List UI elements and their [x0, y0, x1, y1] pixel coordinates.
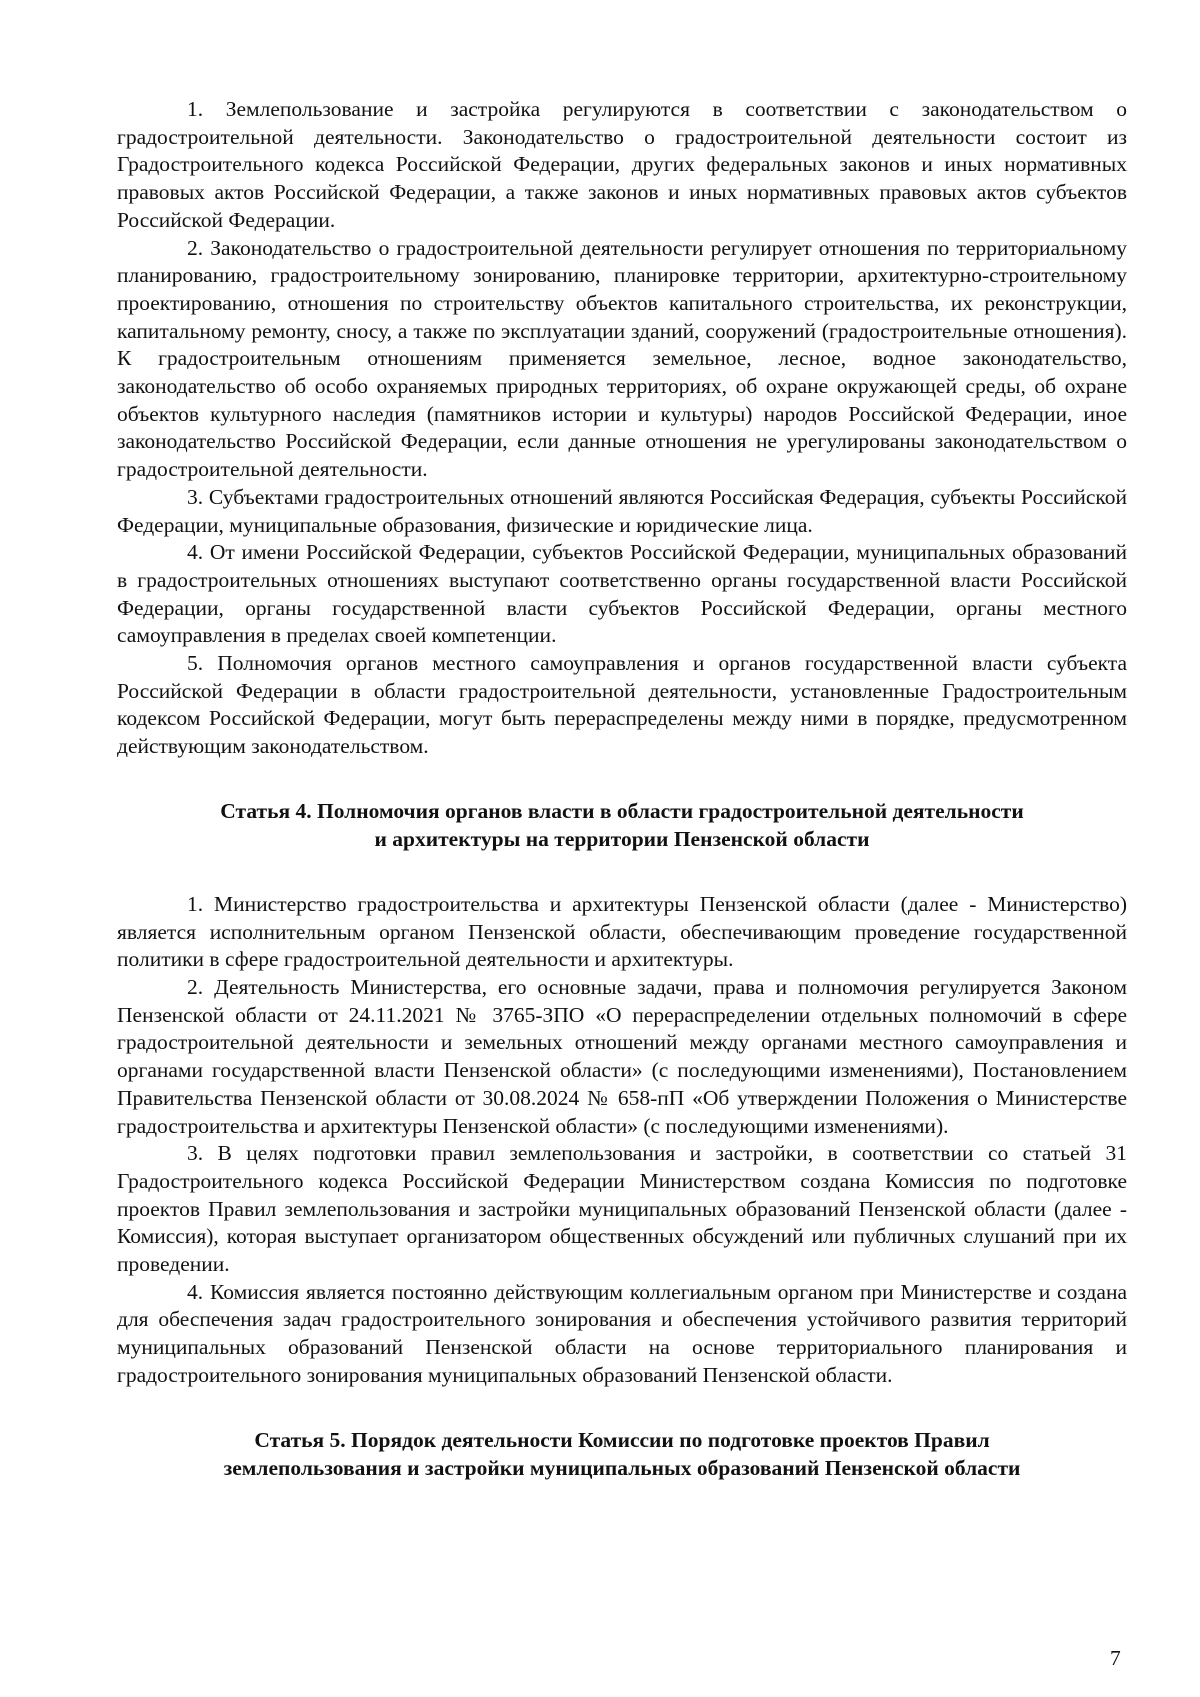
article-4-paragraph-2: 2. Деятельность Министерства, его основные задачи, права и полномочия регулируется Законом Пензенской области от 24.11.2021 № 3765-ЗПО «О перераспределении отдельных полномочий в сфере градостроительной деятельности и земельных отношений между органами местного самоуправления и органами государственной власти Пензенской области» (с последующими изменениями), Постановлением Правительства Пензенской области от 30.08.2024 № 658-пП «Об утверждении Положения о Министерстве градостроительства и архитектуры Пензенской области» (с последующими изменениями).	[117, 974, 1127, 1138]
article-4-heading-line-2: и архитектуры на территории Пензенской области	[374, 826, 870, 851]
article-4-paragraph-3: 3. В целях подготовки правил землепользования и застройки, в соответствии со статьей 31 Градостроительного кодекса Российской Федерации Министерством создана Комиссия по подготовке проектов Правил землепользования и застройки муниципальных образований Пензенской области (далее - Комиссия), которая выступает организатором общественных обсуждений или публичных слушаний при их проведении.	[117, 1141, 1127, 1277]
paragraph-2: 2. Законодательство о градостроительной деятельности регулирует отношения по территориальному планированию, градостроительному зонированию, планировке территории, архитектурно-строительному проектированию, отношения по строительству объектов капитального строительства, их реконструкции, капитальному ремонту, сносу, а также по эксплуатации зданий, сооружений (градостроительные отношения). К градостроительным отношениям применяется земельное, лесное, водное законодательство, законодательство об особо охраняемых природных территориях, об охране окружающей среды, об охране объектов культурного наследия (памятников истории и культуры) народов Российской Федерации, иное законодательство Российской Федерации, если данные отношения не урегулированы законодательством о градостроительной деятельности.	[117, 235, 1127, 482]
page-number: 7	[1110, 1646, 1121, 1670]
paragraph-5: 5. Полномочия органов местного самоуправления и органов государственной власти субъекта Российской Федерации в области градостроительной деятельности, установленные Градостроительным кодексом Российской Федерации, могут быть перераспределены между ними в порядке, предусмотренном действующим законодательством.	[117, 651, 1127, 759]
article-4-heading-line-1: Статья 4. Полномочия органов власти в области градостроительной деятельности	[220, 798, 1024, 823]
paragraph-3: 3. Субъектами градостроительных отношений являются Российская Федерация, субъекты Российской Федерации, муниципальные образования, физические и юридические лица.	[117, 484, 1127, 537]
article-4-heading	[117, 797, 1127, 853]
page-content	[117, 96, 1127, 1520]
article-4-paragraph-4: 4. Комиссия является постоянно действующим коллегиальным органом при Министерстве и создана для обеспечения задач градостроительного зонирования и обеспечения устойчивого развития территорий муниципальных образований Пензенской области на основе территориального планирования и градостроительного зонирования муниципальных образований Пензенской области.	[117, 1279, 1127, 1387]
article-5-heading-line-1: Статья 5. Порядок деятельности Комиссии по подготовке проектов Правил	[254, 1427, 990, 1452]
paragraph-4: 4. От имени Российской Федерации, субъектов Российской Федерации, муниципальных образований в градостроительных отношениях выступают соответственно органы государственной власти Российской Федерации, органы государственной власти субъектов Российской Федерации, органы местного самоуправления в пределах своей компетенции.	[117, 540, 1127, 648]
paragraph-1: 1. Землепользование и застройка регулируются в соответствии с законодательством о градостроительной деятельности. Законодательство о градостроительной деятельности состоит из Градостроительного кодекса Российской Федерации, других федеральных законов и иных нормативных правовых актов Российской Федерации, а также законов и иных нормативных правовых актов субъектов Российской Федерации.	[117, 97, 1127, 232]
article-5-heading-line-2: землепользования и застройки муниципальных образований Пензенской области	[223, 1455, 1021, 1480]
article-5-heading	[117, 1426, 1127, 1482]
article-4-paragraph-1: 1. Министерство градостроительства и архитектуры Пензенской области (далее - Министерство) является исполнительным органом Пензенской области, обеспечивающим проведение государственной политики в сфере градостроительной деятельности и архитектуры.	[117, 891, 1127, 972]
